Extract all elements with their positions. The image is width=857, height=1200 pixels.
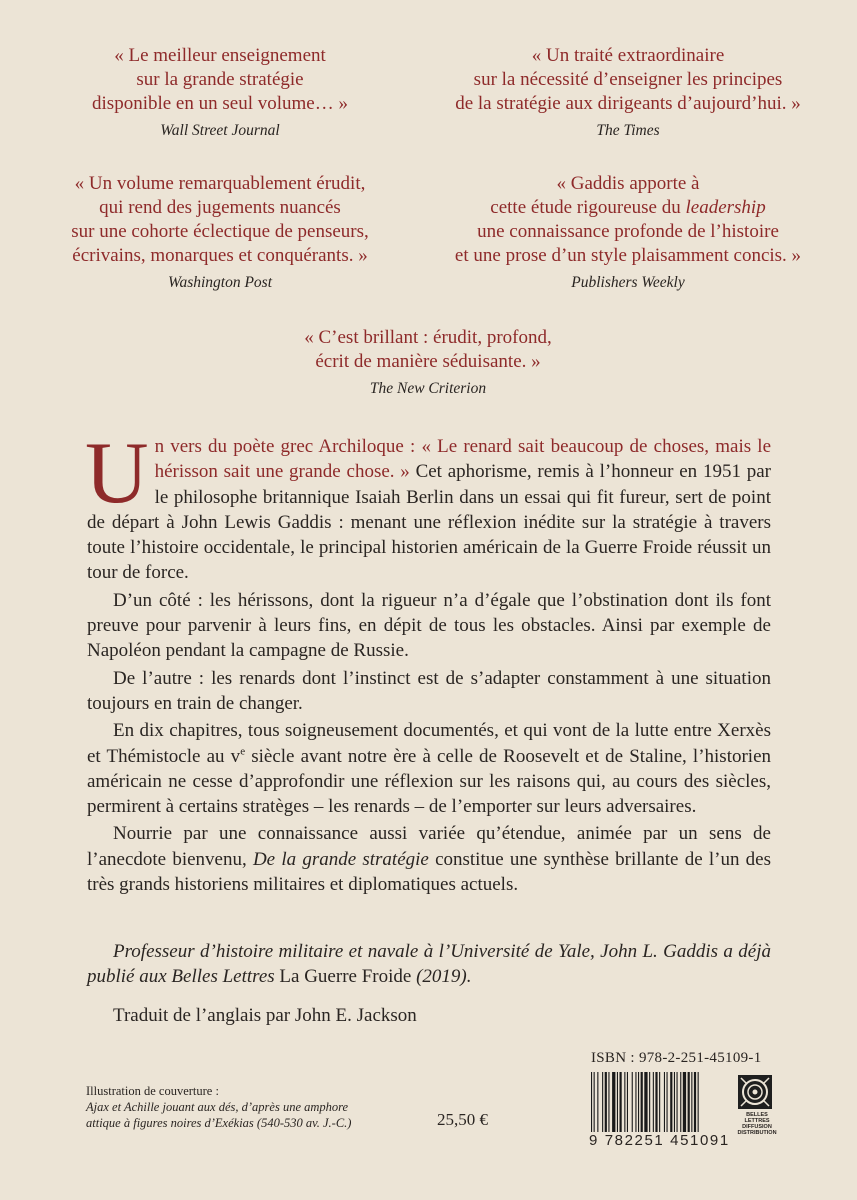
quote-text: cette étude rigoureuse du xyxy=(490,197,686,218)
publisher-line: BELLES LETTRES xyxy=(744,1112,770,1124)
barcode-digits: 9 782251 451091 xyxy=(589,1132,730,1149)
blurb-paragraph-2: D’un côté : les hérissons, dont la rigueur n’a d’égale que l’obstination dont ils font preuve pour parvenir à leurs fins, en dépit de tous les obstacles. Ainsi par exemple de Napoléon pendant la campagne de Russie. xyxy=(87,589,771,662)
price: 25,50 € xyxy=(437,1110,488,1129)
barcode-bar xyxy=(635,1072,636,1132)
barcode-bar xyxy=(677,1072,678,1132)
paragraph-text: En dix chapitres, tous soigneusement documentés, et qui vont de la lutte entre Xerxès et Thémistocle au v xyxy=(87,720,771,767)
cover-illustration-credit xyxy=(86,1083,351,1131)
barcode-bar xyxy=(597,1072,598,1132)
barcode-bar xyxy=(624,1072,625,1132)
publisher-line: DIFFUSION xyxy=(742,1124,772,1130)
quote-source: Washington Post xyxy=(167,274,273,291)
barcode-bar xyxy=(632,1072,633,1132)
paragraph-text: Nourrie par une connaissance aussi variée qu’étendue, animée par un sens de l’anecdote bienvenu, xyxy=(87,823,771,870)
credit-line: Ajax et Achille jouant aux dés, d’après une amphore xyxy=(86,1100,349,1114)
blurb-paragraph-5 xyxy=(87,821,771,897)
quote-line: écrit de manière séduisante. » xyxy=(315,351,541,372)
barcode-bar xyxy=(638,1072,639,1132)
paragraph-text: Cet aphorisme, remis à l’honneur en 1951 par le philosophe britannique Isaiah Berlin dans un essai qui fit fureur, sert de point de départ à John Lewis Gaddis : menant une réflexion inédite sur la stratégie à travers toute l’histoire occidentale, le principal historien américain de la Guerre Froide réussit un tour de force. xyxy=(87,461,771,584)
barcode-bar xyxy=(608,1072,609,1132)
quote-line xyxy=(428,196,828,220)
barcode-bar xyxy=(691,1072,692,1132)
publisher-name xyxy=(733,1112,781,1136)
translator-credit: Traduit de l’anglais par John E. Jackson xyxy=(113,1005,417,1026)
publisher-line: DISTRIBUTION xyxy=(737,1130,777,1136)
quote-line: écrivains, monarques et conquérants. » xyxy=(72,245,368,266)
barcode-bar xyxy=(644,1072,647,1132)
barcode xyxy=(589,1072,734,1132)
barcode-bar xyxy=(641,1072,643,1132)
quote-line: sur une cohorte éclectique de penseurs, xyxy=(71,221,369,242)
quote-line: qui rend des jugements nuancés xyxy=(99,197,341,218)
drop-cap: U xyxy=(85,425,149,522)
barcode-bar xyxy=(655,1072,657,1132)
author-note xyxy=(87,939,771,990)
barcode-bar xyxy=(653,1072,654,1132)
author-note-text: Professeur d’histoire militaire et navale à l’Université de Yale, John L. Gaddis a déjà publié aux Belles Lettres xyxy=(87,941,771,988)
credit-line: attique à figures noires d’Exékias (540-530 av. J.-C.) xyxy=(86,1116,352,1130)
review-quote-publishers-weekly xyxy=(428,172,828,295)
review-quote-washington-post xyxy=(20,172,420,295)
barcode-bar xyxy=(667,1072,668,1132)
quote-source: Publishers Weekly xyxy=(571,274,685,291)
barcode-bar xyxy=(683,1072,686,1132)
quote-line: « Gaddis apporte à xyxy=(556,173,700,194)
credit-title: Illustration de couverture : xyxy=(86,1084,219,1098)
barcode-bar xyxy=(605,1072,607,1132)
quote-line: et une prose d’un style plaisamment concis. » xyxy=(454,245,802,266)
quote-italic-word: leadership xyxy=(685,197,766,218)
book-title: De la grande stratégie xyxy=(252,848,429,870)
quote-line: « Un volume remarquablement érudit, xyxy=(74,173,366,194)
quote-line: « Le meilleur enseignement xyxy=(114,45,326,66)
quote-line: une connaissance profonde de l’histoire xyxy=(477,221,779,242)
blurb-body xyxy=(85,425,772,899)
paragraph-text: constitue une synthèse brillante de l’un des très grands historiens militaires et diplomatiques actuels. xyxy=(87,848,772,896)
barcode-bar xyxy=(612,1072,615,1132)
review-quote-times xyxy=(428,44,828,143)
barcode-bar xyxy=(591,1072,592,1132)
barcode-bar xyxy=(674,1072,675,1132)
isbn: ISBN : 978-2-251-45109-1 xyxy=(591,1050,762,1066)
barcode-bar xyxy=(659,1072,660,1132)
quote-source: The New Criterion xyxy=(369,380,487,397)
quote-line: sur la nécessité d’enseigner les principes xyxy=(473,69,783,90)
barcode-bar xyxy=(627,1072,628,1132)
quote-line: de la stratégie aux dirigeants d’aujourd’hui. » xyxy=(455,93,801,114)
barcode-bar xyxy=(680,1072,681,1132)
barcode-bar xyxy=(617,1072,618,1132)
quote-line: « C’est brillant : érudit, profond, xyxy=(304,327,552,348)
barcode-bar xyxy=(620,1072,622,1132)
barcode-bar xyxy=(664,1072,665,1132)
blurb-paragraph-1 xyxy=(85,425,771,586)
quote-line: disponible en un seul volume… » xyxy=(92,93,348,114)
review-quote-wsj xyxy=(30,44,410,143)
paragraph-text: siècle avant notre ère à celle de Roosevelt et de Staline, l’historien américain ne cesse d’approfondir une réflexion sur les raisons qui, au cours des siècles, permirent à certains stratèges – les renards – de l’emporter sur leurs adversaires. xyxy=(87,745,772,818)
publisher-logo-icon xyxy=(738,1075,772,1109)
opening-quote: n vers du poète grec Archiloque : « Le renard sait beaucoup de choses, mais le hérisson sait une grande chose. » xyxy=(154,436,771,483)
quote-line: « Un traité extraordinaire xyxy=(531,45,725,66)
review-quote-new-criterion xyxy=(228,326,628,401)
author-note-text: (2019). xyxy=(411,966,472,988)
barcode-bar xyxy=(594,1072,595,1132)
barcode-bar xyxy=(694,1072,696,1132)
blurb-paragraph-4 xyxy=(87,718,771,819)
barcode-bar xyxy=(670,1072,672,1132)
quote-source: The Times xyxy=(596,122,660,139)
barcode-bar xyxy=(698,1072,699,1132)
quote-line: sur la grande stratégie xyxy=(136,69,304,90)
quote-source: Wall Street Journal xyxy=(160,122,280,139)
barcode-bar xyxy=(649,1072,650,1132)
barcode-bar xyxy=(602,1072,603,1132)
superscript: e xyxy=(240,745,246,758)
barcode-bar xyxy=(688,1072,690,1132)
book-title: La Guerre Froide xyxy=(279,966,412,988)
blurb-paragraph-3: De l’autre : les renards dont l’instinct est de s’adapter constamment à une situation toujours en train de changer. xyxy=(87,667,771,714)
